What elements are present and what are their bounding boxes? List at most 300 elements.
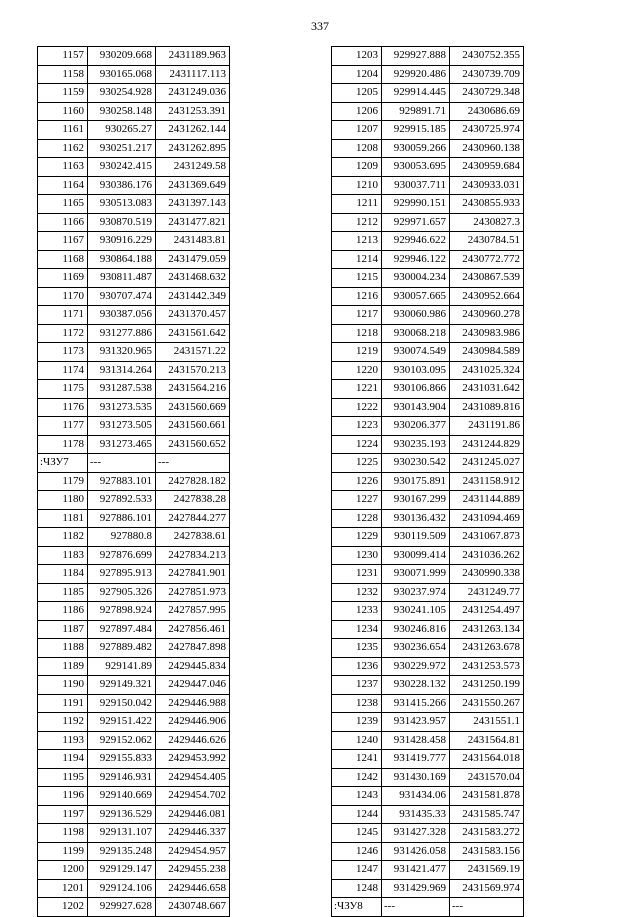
table-row [332, 121, 524, 140]
table-row [38, 824, 230, 843]
table-row [332, 824, 524, 843]
table-row [38, 232, 230, 251]
x-coordinate-cell: 930386.176 [88, 176, 156, 195]
x-coordinate-cell: --- [382, 898, 450, 917]
x-coordinate-cell: 931273.535 [88, 398, 156, 417]
x-coordinate-cell: 930060.986 [382, 306, 450, 325]
table-row [332, 398, 524, 417]
y-coordinate-cell: 2429446.658 [156, 879, 230, 898]
y-coordinate-cell: 2431569.974 [450, 879, 524, 898]
point-number-cell: 1226 [332, 472, 382, 491]
table-row [38, 306, 230, 325]
y-coordinate-cell: 2430784.51 [450, 232, 524, 251]
point-number-cell: 1187 [38, 620, 88, 639]
point-number-cell: 1219 [332, 343, 382, 362]
point-number-cell: 1161 [38, 121, 88, 140]
table-row [332, 47, 524, 66]
y-coordinate-cell: 2430984.589 [450, 343, 524, 362]
table-row [332, 195, 524, 214]
point-number-cell: 1179 [38, 472, 88, 491]
table-row [38, 269, 230, 288]
point-number-cell: 1224 [332, 435, 382, 454]
x-coordinate-cell: 930175.891 [382, 472, 450, 491]
x-coordinate-cell: 930241.105 [382, 602, 450, 621]
y-coordinate-cell: 2427844.277 [156, 509, 230, 528]
y-coordinate-cell: 2429446.626 [156, 731, 230, 750]
point-number-cell: 1170 [38, 287, 88, 306]
table-row [38, 861, 230, 880]
y-coordinate-cell: 2431263.134 [450, 620, 524, 639]
x-coordinate-cell: 930870.519 [88, 213, 156, 232]
table-row [38, 583, 230, 602]
x-coordinate-cell: 927892.533 [88, 491, 156, 510]
table-row [332, 657, 524, 676]
point-number-cell: 1166 [38, 213, 88, 232]
y-coordinate-cell: 2430827.3 [450, 213, 524, 232]
point-number-cell: 1169 [38, 269, 88, 288]
table-row [38, 898, 230, 917]
point-number-cell: :ЧЗУ8 [332, 898, 382, 917]
table-row [38, 879, 230, 898]
table-row [332, 861, 524, 880]
x-coordinate-cell: 929971.657 [382, 213, 450, 232]
x-coordinate-cell: 929136.529 [88, 805, 156, 824]
table-row [38, 47, 230, 66]
y-coordinate-cell: 2429446.337 [156, 824, 230, 843]
x-coordinate-cell: 930167.299 [382, 491, 450, 510]
table-row [38, 361, 230, 380]
x-coordinate-cell: 929146.931 [88, 768, 156, 787]
point-number-cell: 1198 [38, 824, 88, 843]
point-number-cell: 1173 [38, 343, 88, 362]
x-coordinate-cell: 930071.999 [382, 565, 450, 584]
table-row [332, 84, 524, 103]
point-number-cell: 1222 [332, 398, 382, 417]
x-coordinate-cell: 929891.71 [382, 102, 450, 121]
y-coordinate-cell: 2430739.709 [450, 65, 524, 84]
point-number-cell: 1208 [332, 139, 382, 158]
table-row [332, 380, 524, 399]
x-coordinate-cell: 929150.042 [88, 694, 156, 713]
point-number-cell: 1236 [332, 657, 382, 676]
table-row [332, 306, 524, 325]
x-coordinate-cell: 931434.06 [382, 787, 450, 806]
table-row [38, 158, 230, 177]
point-number-cell: 1242 [332, 768, 382, 787]
y-coordinate-cell: 2431550.267 [450, 694, 524, 713]
point-number-cell: 1205 [332, 84, 382, 103]
y-coordinate-cell: 2431250.199 [450, 676, 524, 695]
point-number-cell: 1243 [332, 787, 382, 806]
point-number-cell: 1182 [38, 528, 88, 547]
table-row [332, 361, 524, 380]
x-coordinate-cell: 930053.695 [382, 158, 450, 177]
y-coordinate-cell: 2430748.667 [156, 898, 230, 917]
y-coordinate-cell: 2431551.1 [450, 713, 524, 732]
x-coordinate-cell: 929141.89 [88, 657, 156, 676]
point-number-cell: 1212 [332, 213, 382, 232]
x-coordinate-cell: 930136.432 [382, 509, 450, 528]
point-number-cell: 1171 [38, 306, 88, 325]
y-coordinate-cell: --- [156, 454, 230, 473]
table-row [38, 454, 230, 473]
table-row [332, 417, 524, 436]
point-number-cell: 1165 [38, 195, 88, 214]
point-number-cell: 1174 [38, 361, 88, 380]
x-coordinate-cell: 929140.669 [88, 787, 156, 806]
table-row [332, 435, 524, 454]
point-number-cell: 1211 [332, 195, 382, 214]
y-coordinate-cell: 2430960.138 [450, 139, 524, 158]
table-row [38, 491, 230, 510]
y-coordinate-cell: 2431397.143 [156, 195, 230, 214]
x-coordinate-cell: 930251.217 [88, 139, 156, 158]
table-row [38, 528, 230, 547]
x-coordinate-cell: 930074.549 [382, 343, 450, 362]
table-row [332, 491, 524, 510]
table-row [38, 565, 230, 584]
table-row [38, 694, 230, 713]
point-number-cell: 1215 [332, 269, 382, 288]
y-coordinate-cell: 2431263.678 [450, 639, 524, 658]
x-coordinate-cell: 929915.185 [382, 121, 450, 140]
x-coordinate-cell: 930236.654 [382, 639, 450, 658]
table-row [332, 65, 524, 84]
table-row [332, 250, 524, 269]
table-row [38, 805, 230, 824]
y-coordinate-cell: 2431262.895 [156, 139, 230, 158]
point-number-cell: 1234 [332, 620, 382, 639]
y-coordinate-cell: 2431089.816 [450, 398, 524, 417]
point-number-cell: 1223 [332, 417, 382, 436]
x-coordinate-cell: 927895.913 [88, 565, 156, 584]
coordinates-table-left [37, 46, 230, 917]
y-coordinate-cell: 2431144.889 [450, 491, 524, 510]
x-coordinate-cell: 931435.33 [382, 805, 450, 824]
x-coordinate-cell: 930229.972 [382, 657, 450, 676]
table-row [332, 176, 524, 195]
table-row [332, 269, 524, 288]
table-row [332, 232, 524, 251]
y-coordinate-cell: 2427838.28 [156, 491, 230, 510]
table-row [38, 620, 230, 639]
table-row [38, 546, 230, 565]
y-coordinate-cell: 2429447.046 [156, 676, 230, 695]
y-coordinate-cell: 2431249.77 [450, 583, 524, 602]
y-coordinate-cell: 2430960.278 [450, 306, 524, 325]
table-row [38, 435, 230, 454]
y-coordinate-cell: 2427856.461 [156, 620, 230, 639]
y-coordinate-cell: 2430983.986 [450, 324, 524, 343]
y-coordinate-cell: 2431564.81 [450, 731, 524, 750]
point-number-cell: 1185 [38, 583, 88, 602]
x-coordinate-cell: 931430.169 [382, 768, 450, 787]
y-coordinate-cell: 2427834.213 [156, 546, 230, 565]
table-row [38, 102, 230, 121]
point-number-cell: 1220 [332, 361, 382, 380]
y-coordinate-cell: 2431570.04 [450, 768, 524, 787]
y-coordinate-cell: 2431158.912 [450, 472, 524, 491]
point-number-cell: 1168 [38, 250, 88, 269]
point-number-cell: 1197 [38, 805, 88, 824]
point-number-cell: 1238 [332, 694, 382, 713]
point-number-cell: 1200 [38, 861, 88, 880]
x-coordinate-cell: 931287.538 [88, 380, 156, 399]
point-number-cell: 1192 [38, 713, 88, 732]
y-coordinate-cell: 2431249.036 [156, 84, 230, 103]
y-coordinate-cell: 2429455.238 [156, 861, 230, 880]
table-row [38, 639, 230, 658]
y-coordinate-cell: 2431570.213 [156, 361, 230, 380]
point-number-cell: 1157 [38, 47, 88, 66]
x-coordinate-cell: 930057.665 [382, 287, 450, 306]
point-number-cell: 1172 [38, 324, 88, 343]
y-coordinate-cell: 2430729.348 [450, 84, 524, 103]
x-coordinate-cell: 929155.833 [88, 750, 156, 769]
x-coordinate-cell: 930068.218 [382, 324, 450, 343]
y-coordinate-cell: 2430952.664 [450, 287, 524, 306]
y-coordinate-cell: 2431369.649 [156, 176, 230, 195]
point-number-cell: 1227 [332, 491, 382, 510]
x-coordinate-cell: 929129.147 [88, 861, 156, 880]
table-row [332, 565, 524, 584]
y-coordinate-cell: 2430725.974 [450, 121, 524, 140]
x-coordinate-cell: 930811.487 [88, 269, 156, 288]
y-coordinate-cell: 2431249.58 [156, 158, 230, 177]
y-coordinate-cell: 2430855.933 [450, 195, 524, 214]
x-coordinate-cell: 931314.264 [88, 361, 156, 380]
point-number-cell: 1203 [332, 47, 382, 66]
y-coordinate-cell: 2430752.355 [450, 47, 524, 66]
point-number-cell: 1193 [38, 731, 88, 750]
table-row [332, 343, 524, 362]
y-coordinate-cell: 2431571.22 [156, 343, 230, 362]
y-coordinate-cell: 2431036.262 [450, 546, 524, 565]
point-number-cell: 1202 [38, 898, 88, 917]
x-coordinate-cell: 930230.542 [382, 454, 450, 473]
y-coordinate-cell: 2431262.144 [156, 121, 230, 140]
point-number-cell: 1206 [332, 102, 382, 121]
point-number-cell: 1233 [332, 602, 382, 621]
x-coordinate-cell: 927886.101 [88, 509, 156, 528]
point-number-cell: 1175 [38, 380, 88, 399]
point-number-cell: 1218 [332, 324, 382, 343]
x-coordinate-cell: 931320.965 [88, 343, 156, 362]
y-coordinate-cell: 2427857.995 [156, 602, 230, 621]
table-row [332, 787, 524, 806]
x-coordinate-cell: 930228.132 [382, 676, 450, 695]
y-coordinate-cell: 2431253.391 [156, 102, 230, 121]
point-number-cell: 1246 [332, 842, 382, 861]
table-row [332, 139, 524, 158]
point-number-cell: 1229 [332, 528, 382, 547]
point-number-cell: 1240 [332, 731, 382, 750]
table-row [38, 213, 230, 232]
table-row [38, 343, 230, 362]
y-coordinate-cell: 2427851.973 [156, 583, 230, 602]
x-coordinate-cell: 929149.321 [88, 676, 156, 695]
point-number-cell: 1183 [38, 546, 88, 565]
x-coordinate-cell: 930103.095 [382, 361, 450, 380]
table-row [38, 731, 230, 750]
table-row [332, 528, 524, 547]
y-coordinate-cell: 2431189.963 [156, 47, 230, 66]
x-coordinate-cell: 930916.229 [88, 232, 156, 251]
y-coordinate-cell: 2429454.702 [156, 787, 230, 806]
point-number-cell: 1178 [38, 435, 88, 454]
point-number-cell: 1158 [38, 65, 88, 84]
table-row [332, 694, 524, 713]
x-coordinate-cell: 931426.058 [382, 842, 450, 861]
table-row [332, 454, 524, 473]
point-number-cell: 1221 [332, 380, 382, 399]
y-coordinate-cell: 2431560.661 [156, 417, 230, 436]
point-number-cell: 1239 [332, 713, 382, 732]
y-coordinate-cell: 2431583.272 [450, 824, 524, 843]
point-number-cell: 1217 [332, 306, 382, 325]
x-coordinate-cell: 927880.8 [88, 528, 156, 547]
y-coordinate-cell: 2430772.772 [450, 250, 524, 269]
table-row [38, 84, 230, 103]
table-row [332, 842, 524, 861]
x-coordinate-cell: 927897.484 [88, 620, 156, 639]
y-coordinate-cell: 2431560.652 [156, 435, 230, 454]
point-number-cell: 1245 [332, 824, 382, 843]
point-number-cell: 1163 [38, 158, 88, 177]
x-coordinate-cell: 930265.27 [88, 121, 156, 140]
x-coordinate-cell: 930387.056 [88, 306, 156, 325]
point-number-cell: 1216 [332, 287, 382, 306]
table-row [332, 509, 524, 528]
point-number-cell: :ЧЗУ7 [38, 454, 88, 473]
x-coordinate-cell: 930864.188 [88, 250, 156, 269]
y-coordinate-cell: 2427838.61 [156, 528, 230, 547]
y-coordinate-cell: 2429446.906 [156, 713, 230, 732]
table-row [332, 158, 524, 177]
x-coordinate-cell: 931428.458 [382, 731, 450, 750]
y-coordinate-cell: 2430867.539 [450, 269, 524, 288]
table-row [332, 676, 524, 695]
point-number-cell: 1189 [38, 657, 88, 676]
x-coordinate-cell: 931273.465 [88, 435, 156, 454]
y-coordinate-cell: 2431370.457 [156, 306, 230, 325]
point-number-cell: 1201 [38, 879, 88, 898]
point-number-cell: 1176 [38, 398, 88, 417]
point-number-cell: 1209 [332, 158, 382, 177]
table-row [38, 398, 230, 417]
x-coordinate-cell: 930119.509 [382, 528, 450, 547]
x-coordinate-cell: 931273.505 [88, 417, 156, 436]
y-coordinate-cell: 2431031.642 [450, 380, 524, 399]
y-coordinate-cell: 2427841.901 [156, 565, 230, 584]
y-coordinate-cell: 2431581.878 [450, 787, 524, 806]
table-row [332, 287, 524, 306]
x-coordinate-cell: 929124.106 [88, 879, 156, 898]
y-coordinate-cell: 2427847.898 [156, 639, 230, 658]
point-number-cell: 1194 [38, 750, 88, 769]
table-row [38, 195, 230, 214]
point-number-cell: 1177 [38, 417, 88, 436]
x-coordinate-cell: 927905.326 [88, 583, 156, 602]
x-coordinate-cell: 931427.328 [382, 824, 450, 843]
table-row [38, 250, 230, 269]
table-row [38, 472, 230, 491]
table-row [38, 121, 230, 140]
table-row [332, 213, 524, 232]
x-coordinate-cell: 930099.414 [382, 546, 450, 565]
x-coordinate-cell: 930235.193 [382, 435, 450, 454]
point-number-cell: 1191 [38, 694, 88, 713]
y-coordinate-cell: 2431253.573 [450, 657, 524, 676]
y-coordinate-cell: 2431245.027 [450, 454, 524, 473]
x-coordinate-cell: 929131.107 [88, 824, 156, 843]
x-coordinate-cell: 930246.816 [382, 620, 450, 639]
x-coordinate-cell: 927883.101 [88, 472, 156, 491]
table-row [332, 713, 524, 732]
x-coordinate-cell: 929151.422 [88, 713, 156, 732]
x-coordinate-cell: 930242.415 [88, 158, 156, 177]
point-number-cell: 1160 [38, 102, 88, 121]
x-coordinate-cell: 930106.866 [382, 380, 450, 399]
y-coordinate-cell: 2431442.349 [156, 287, 230, 306]
table-row [332, 602, 524, 621]
y-coordinate-cell: 2431477.821 [156, 213, 230, 232]
x-coordinate-cell: 930037.711 [382, 176, 450, 195]
table-row [38, 750, 230, 769]
point-number-cell: 1210 [332, 176, 382, 195]
y-coordinate-cell: 2431564.018 [450, 750, 524, 769]
table-row [332, 731, 524, 750]
point-number-cell: 1164 [38, 176, 88, 195]
point-number-cell: 1241 [332, 750, 382, 769]
point-number-cell: 1186 [38, 602, 88, 621]
table-row [332, 472, 524, 491]
point-number-cell: 1247 [332, 861, 382, 880]
x-coordinate-cell: 930165.068 [88, 65, 156, 84]
point-number-cell: 1248 [332, 879, 382, 898]
point-number-cell: 1204 [332, 65, 382, 84]
table-row [38, 676, 230, 695]
y-coordinate-cell: 2429445.834 [156, 657, 230, 676]
y-coordinate-cell: 2430686.69 [450, 102, 524, 121]
point-number-cell: 1196 [38, 787, 88, 806]
x-coordinate-cell: 929927.888 [382, 47, 450, 66]
table-row [332, 324, 524, 343]
x-coordinate-cell: 930206.377 [382, 417, 450, 436]
x-coordinate-cell: 927898.924 [88, 602, 156, 621]
y-coordinate-cell: 2431483.81 [156, 232, 230, 251]
point-number-cell: 1162 [38, 139, 88, 158]
table-row [38, 176, 230, 195]
x-coordinate-cell: 929946.122 [382, 250, 450, 269]
table-row [38, 787, 230, 806]
point-number-cell: 1180 [38, 491, 88, 510]
y-coordinate-cell: 2430959.684 [450, 158, 524, 177]
table-row [38, 713, 230, 732]
y-coordinate-cell: 2431244.829 [450, 435, 524, 454]
table-row [332, 898, 524, 917]
x-coordinate-cell: 930513.083 [88, 195, 156, 214]
y-coordinate-cell: 2429446.988 [156, 694, 230, 713]
table-row [38, 139, 230, 158]
x-coordinate-cell: 931277.886 [88, 324, 156, 343]
x-coordinate-cell: 929920.486 [382, 65, 450, 84]
x-coordinate-cell: 929927.628 [88, 898, 156, 917]
table-row [38, 417, 230, 436]
x-coordinate-cell: 929914.445 [382, 84, 450, 103]
point-number-cell: 1195 [38, 768, 88, 787]
table-row [38, 287, 230, 306]
